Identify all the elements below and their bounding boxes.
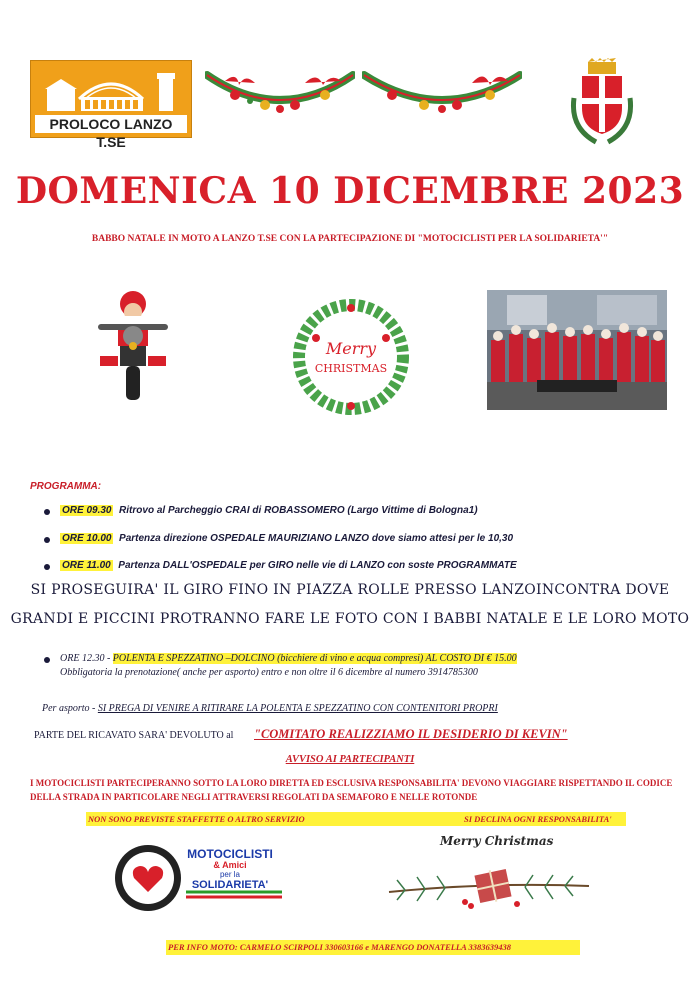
- merry-christmas-wreath: [292, 298, 410, 416]
- info-contacts: PER INFO MOTO: CARMELO SCIRPOLI 330603166 e MARENGO DONATELLA 3383639438: [168, 942, 511, 952]
- wreath-christmas: CHRISTMAS: [314, 362, 388, 375]
- programme-item-1: [60, 505, 478, 516]
- building-icon: [39, 69, 183, 113]
- programme-line-2: GRANDI E PICCINI PROTRANNO FARE LE FOTO CON I BABBI NATALE E LE LORO MOTO: [10, 611, 690, 627]
- asporto-label: Per asporto -: [42, 703, 98, 714]
- club-name-4: SOLIDARIETA': [191, 879, 269, 891]
- christmas-garland-icon: [362, 65, 522, 135]
- wreath-icon: [292, 298, 410, 416]
- logo-text: PROLOCO LANZO T.SE: [35, 115, 187, 133]
- santa-group-photo: [487, 290, 667, 410]
- bullet: [44, 564, 50, 570]
- avviso-line-2: DELLA STRADA IN PARTICOLARE NEGLI ATTRAVERSI REGOLATI DA SEMAFORO E NELLE ROTONDE: [30, 792, 478, 802]
- avviso-line-1: I MOTOCICLISTI PARTECIPERANNO SOTTO LA LORO DIRETTA ED ESCLUSIVA RESPONSABILITA' DEVONO VIAGGIARE RISPETTANDO IL CODICE: [30, 778, 673, 788]
- ricavato-org: "COMITATO REALIZZIAMO IL DESIDERIO DI KEVIN": [254, 727, 568, 741]
- item-text: Partenza direzione OSPEDALE MAURIZIANO LANZO dove siamo attesi per le 10,30: [119, 533, 514, 544]
- polenta-time: ORE 12.30 -: [60, 653, 113, 664]
- santa-motorcycle-icon: [92, 288, 174, 404]
- page-title: DOMENICA 10 DICEMBRE 2023: [15, 170, 685, 212]
- programme-label: PROGRAMMA:: [30, 481, 102, 492]
- bullet: [44, 509, 50, 515]
- proloco-logo: [30, 60, 192, 150]
- ricavato-text: PARTE DEL RICAVATO SARA' DEVOLUTO al: [34, 730, 234, 741]
- responsibility-note: SI DECLINA OGNI RESPONSABILITA': [464, 814, 612, 824]
- item-text: Partenza DALL'OSPEDALE per GIRO nelle vie di LANZO con soste PROGRAMMATE: [118, 560, 517, 571]
- staffette-note: NON SONO PREVISTE STAFFETTE O ALTRO SERVIZIO: [88, 814, 305, 824]
- bullet: [44, 657, 50, 663]
- booking-note: Obbligatoria la prenotazione( anche per asporto) entro e non oltre il 6 dicembre al numero 3914785300: [60, 667, 478, 678]
- item-time: ORE 10.00: [62, 533, 112, 544]
- item-time: ORE 11.00: [62, 560, 111, 571]
- pine-branch-icon: [385, 852, 593, 922]
- merry-christmas-text: Merry Christmas: [440, 834, 554, 848]
- town-crest-icon: [566, 58, 638, 146]
- programme-line-1: SI PROSEGUIRA' IL GIRO FINO IN PIAZZA ROLLE PRESSO LANZOINCONTRA DOVE: [30, 582, 670, 598]
- polenta-text: POLENTA E SPEZZATINO –DOLCINO (bicchiere di vino e acqua compresi) AL COSTO DI € 15.00: [112, 653, 517, 664]
- programme-item-2: [60, 533, 513, 544]
- bullet: [44, 537, 50, 543]
- club-name-1: MOTOCICLISTI: [187, 847, 273, 861]
- asporto-line: [42, 703, 498, 714]
- item-text: Ritrovo al Parcheggio CRAI di ROBASSOMERO (Largo Vittime di Bologna1): [119, 505, 478, 516]
- subtitle: BABBO NATALE IN MOTO A LANZO T.SE CON LA PARTECIPAZIONE DI "MOTOCICLISTI PER LA SOLIDARIETA'": [91, 234, 609, 244]
- christmas-garland-icon: [205, 65, 355, 135]
- club-name-3: per la: [219, 870, 241, 879]
- wreath-merry: Merry: [325, 339, 377, 358]
- club-name-2: & Amici: [213, 860, 247, 870]
- motociclisti-solidarieta-logo: [112, 842, 282, 912]
- avviso-title: AVVISO AI PARTECIPANTI: [285, 754, 415, 765]
- item-time: ORE 09.30: [62, 505, 112, 516]
- asporto-text: SI PREGA DI VENIRE A RITIRARE LA POLENTA E SPEZZATINO CON CONTENITORI PROPRI: [97, 703, 498, 714]
- polenta-line: [60, 653, 517, 664]
- programme-item-3: [60, 560, 517, 571]
